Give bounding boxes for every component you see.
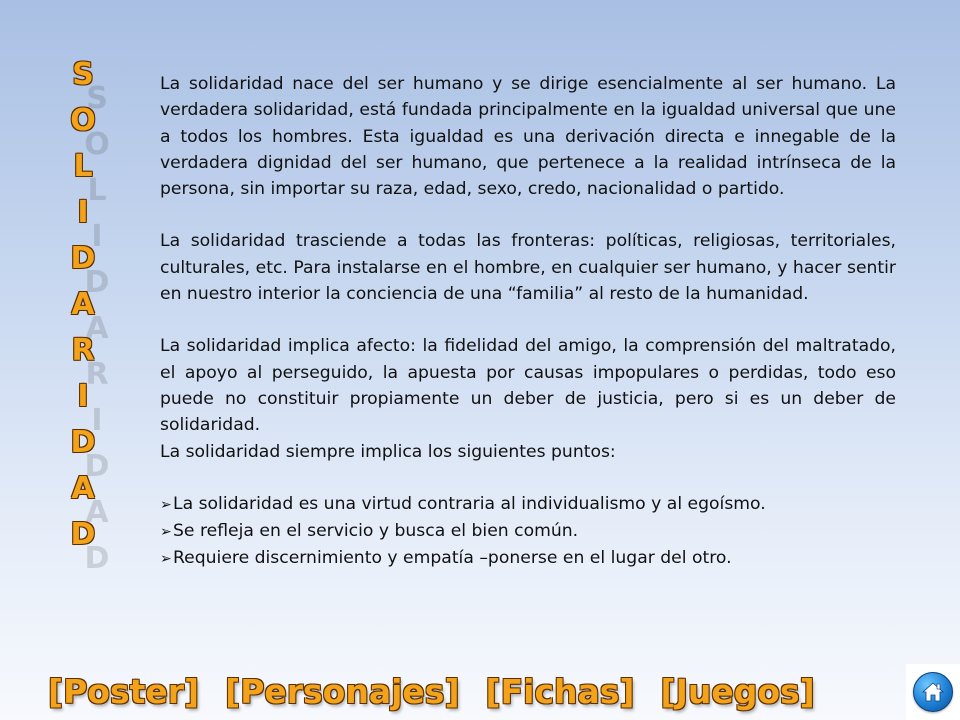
reflection-letter: S [86,81,108,116]
list-item-text: La solidaridad es una virtud contraria al individualismo y al egoísmo. [173,493,766,514]
list-item-text: Requiere discernimiento y empatía –ponerse en el lugar del otro. [173,548,732,569]
vertical-title [48,52,118,558]
paragraph-origin: La solidaridad nace del ser humano y se dirige esencialmente al ser humano. La verdadera solidaridad, está fundada principalmente en la igualdad universal que une a todos los hombres. Esta igualdad es una derivación directa e innegable de la verdadera dignidad del ser humano, que pertenece a la realidad intrínseca de la persona, sin importar su raza, edad, sexo, credo, nacionalidad o partido. [160,74,896,200]
title-letter: I [77,195,89,230]
nav-link-juegos[interactable]: [Juegos] [660,672,815,711]
nav-link-fichas[interactable]: [Fichas] [485,672,635,711]
reflection-letter: D [84,449,110,484]
home-button[interactable] [906,664,960,720]
title-letter: S [72,57,94,92]
title-letter: R [71,333,95,368]
content-body [160,71,896,573]
paragraph-spacer [160,465,896,491]
arrow-bullet-icon: ➢ [160,496,172,513]
list-item [160,491,896,518]
reflection-letter: L [87,173,107,208]
list-item-text: Se refleja en el servicio y busca el bien común. [173,521,579,542]
nav-link-personajes[interactable]: [Personajes] [225,672,460,711]
arrow-bullet-icon: ➢ [160,551,172,568]
paragraph-affection: La solidaridad implica afecto: la fidelidad del amigo, la comprensión del maltratado, el apoyo al perseguido, la apuesta por causas impopulares o perdidas, todo eso puede no constituir propiamente un deber de justicia, pero si es un deber de solidaridad. [160,336,896,436]
title-letter: D [70,241,96,276]
bottom-nav [48,670,841,714]
title-letter: O [70,103,96,138]
title-letter: L [73,149,93,184]
reflection-letter: D [84,541,110,576]
title-letter: D [70,425,96,460]
nav-link-poster[interactable]: [Poster] [48,672,200,711]
title-letter: I [77,379,89,414]
home-icon [921,681,945,703]
reflection-letter: R [85,357,109,392]
paragraph-borders: La solidaridad trasciende a todas las fronteras: políticas, religiosas, territoriales, culturales, etc. Para instalarse en el hombre, en cualquier ser humano, y hacer sentir en nuestro interior la conciencia de una “familia” al resto de la humanidad. [160,231,896,305]
paragraph-points-intro: La solidaridad siempre implica los siguientes puntos: [160,441,616,462]
reflection-letter: A [85,311,109,346]
title-letter: D [70,517,96,552]
title-letter: A [71,287,95,322]
paragraph-spacer [160,307,896,333]
arrow-bullet-icon: ➢ [160,524,172,541]
reflection-letter: O [84,127,110,162]
list-item [160,545,896,572]
reflection-letter: D [84,265,110,300]
list-item [160,518,896,545]
points-list [160,491,896,573]
reflection-letter: I [91,403,103,438]
title-letter: A [71,471,95,506]
reflection-letter: I [91,219,103,254]
home-button-circle [913,672,953,712]
paragraph-spacer [160,202,896,228]
reflection-letter: A [85,495,109,530]
